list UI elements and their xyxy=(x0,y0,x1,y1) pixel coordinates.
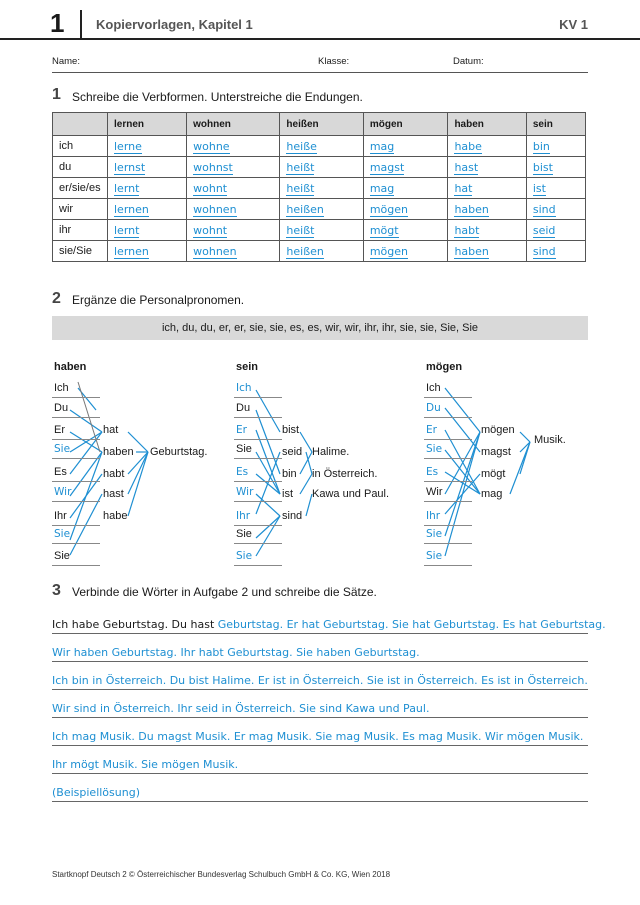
verb-word: mögt xyxy=(481,468,506,480)
pronoun-cell: ihr xyxy=(53,220,108,241)
verb-form: bist xyxy=(532,160,553,174)
answer-line xyxy=(234,439,282,440)
connector-line xyxy=(445,432,480,556)
answer-line xyxy=(234,481,282,482)
verb-word: hast xyxy=(103,488,124,500)
sentence-text: Ihr mögt Musik. Sie mögen Musik. xyxy=(52,758,239,771)
pronoun-blank[interactable]: Er xyxy=(236,424,247,436)
pronoun-blank[interactable]: Sie xyxy=(236,443,252,455)
answer-line xyxy=(234,397,282,398)
sentence-text: Ich bin in Österreich. Du bist Halime. Er ist in Österreich. Sie ist in Österreich. Es ist in Österreich. xyxy=(52,674,588,687)
verb-word: habe xyxy=(103,510,128,522)
pronoun-blank[interactable]: Ich xyxy=(426,382,441,394)
pronoun-blank[interactable]: Sie xyxy=(54,550,70,562)
header-cell: lernen xyxy=(108,113,187,136)
pronoun-blank[interactable]: Er xyxy=(426,424,437,436)
connector-line xyxy=(445,388,480,432)
answer-line xyxy=(424,439,472,440)
verb-form: lernen xyxy=(114,202,149,216)
verb-form: mögen xyxy=(369,244,409,258)
pronoun-blank[interactable]: Sie xyxy=(54,443,71,455)
answer-line xyxy=(52,481,100,482)
group-title: sein xyxy=(236,361,259,373)
connector-line xyxy=(445,408,480,452)
pronoun-blank[interactable]: Ihr xyxy=(426,510,441,522)
worksheet-code: KV 1 xyxy=(559,17,588,32)
pronoun-blank[interactable]: Sie xyxy=(426,443,443,455)
pronoun-cell: du xyxy=(53,157,108,178)
answer-line xyxy=(52,439,100,440)
verb-form: bin xyxy=(532,139,550,153)
verb-form: wohne xyxy=(193,139,230,153)
verb-form: hat xyxy=(454,181,473,195)
sentence-answer[interactable] xyxy=(52,758,238,771)
answer-line xyxy=(234,565,282,566)
pronoun-blank[interactable]: Sie xyxy=(236,528,252,540)
verb-form: heißt xyxy=(286,160,315,174)
verb-form: magst xyxy=(369,160,405,174)
group-title: haben xyxy=(54,361,87,373)
writing-line xyxy=(52,745,588,746)
answer-line xyxy=(52,417,100,418)
answer-line xyxy=(234,458,282,459)
pronoun-blank[interactable]: Es xyxy=(54,466,67,478)
pronoun-blank[interactable]: Ich xyxy=(236,382,252,394)
pronoun-blank[interactable]: Sie xyxy=(426,528,443,540)
chapter-number: 1 xyxy=(50,8,65,38)
pronoun-blank[interactable]: Er xyxy=(54,424,65,436)
writing-line xyxy=(52,773,588,774)
answer-line xyxy=(424,501,472,502)
sentence-answer[interactable] xyxy=(52,702,429,715)
answer-line xyxy=(52,565,100,566)
answer-line xyxy=(234,525,282,526)
verb-form: heiße xyxy=(286,139,317,153)
verb-form: wohnst xyxy=(193,160,233,174)
pronoun-blank[interactable]: Ich xyxy=(54,382,69,394)
task1-instruction: Schreibe die Verbformen. Unterstreiche die Endungen. xyxy=(72,90,363,104)
pronoun-blank[interactable]: Es xyxy=(426,466,439,478)
connector-line xyxy=(510,442,530,494)
pronoun-blank[interactable]: Du xyxy=(426,402,441,414)
task2-number: 2 xyxy=(52,290,61,307)
writing-line xyxy=(52,633,588,634)
verb-form: mag xyxy=(369,181,395,195)
verb-word: magst xyxy=(481,446,511,458)
pronoun-cell: sie/Sie xyxy=(53,241,108,262)
verb-form: heißen xyxy=(286,202,324,216)
verb-form: hast xyxy=(454,160,479,174)
task3-number: 3 xyxy=(52,582,61,599)
answer-line xyxy=(234,417,282,418)
connector-line xyxy=(128,452,148,494)
connector-line xyxy=(70,410,102,432)
verb-form: heißt xyxy=(286,181,315,195)
pronoun-blank[interactable]: Ihr xyxy=(54,510,67,522)
pronoun-blank[interactable]: Sie xyxy=(54,528,71,540)
writing-line xyxy=(52,661,588,662)
verb-word: bist xyxy=(282,424,300,436)
verb-form: habe xyxy=(454,139,482,153)
connector-line xyxy=(300,474,312,494)
sentence-answer[interactable] xyxy=(52,646,420,659)
verb-word: mag xyxy=(481,488,503,500)
pronoun-blank[interactable]: Sie xyxy=(426,550,443,562)
pronoun-blank[interactable]: Sie xyxy=(236,550,253,562)
pronoun-blank[interactable]: Du xyxy=(54,402,69,414)
writing-line xyxy=(52,717,588,718)
verb-form: haben xyxy=(454,244,489,258)
pronoun-blank[interactable]: Wir xyxy=(426,486,443,498)
sentence-text: Wir haben Geburtstag. Ihr habt Geburtstag. Sie haben Geburtstag. xyxy=(52,646,420,659)
verb-word: habt xyxy=(103,468,125,480)
pronoun-blank[interactable]: Wir xyxy=(54,486,72,498)
pronoun-blank[interactable]: Wir xyxy=(236,486,254,498)
verb-form: lerne xyxy=(114,139,142,153)
verb-word: bin xyxy=(282,468,297,480)
verb-word: seid xyxy=(282,446,303,458)
verb-form: ist xyxy=(532,181,546,195)
header-cell: wohnen xyxy=(187,113,280,136)
answer-line xyxy=(424,481,472,482)
example-sentence: Ich habe Geburtstag. Du hast xyxy=(52,618,215,631)
pronoun-cell: wir xyxy=(53,199,108,220)
connector-line xyxy=(520,432,530,442)
header-cell: sein xyxy=(526,113,585,136)
connector-line xyxy=(256,516,280,538)
verb-word: haben xyxy=(103,446,134,458)
klasse-label: Klasse: xyxy=(318,56,350,67)
pronoun-cell: er/sie/es xyxy=(53,178,108,199)
header-cell: haben xyxy=(448,113,526,136)
header-title: Kopiervorlagen, Kapitel 1 xyxy=(96,17,253,32)
pronoun-blank[interactable]: Es xyxy=(236,466,249,478)
connector-line xyxy=(445,450,480,494)
sentence-text: Ich mag Musik. Du magst Musik. Er mag Musik. Sie mag Musik. Es mag Musik. Wir mögen Musik. xyxy=(52,730,584,743)
verb-word: ist xyxy=(282,488,293,500)
writing-line xyxy=(52,801,588,802)
sentence-text: Geburtstag. Er hat Geburtstag. Sie hat Geburtstag. Es hat Geburtstag. xyxy=(217,618,606,631)
task1-number: 1 xyxy=(52,86,61,103)
answer-line xyxy=(234,501,282,502)
sentence-answer[interactable] xyxy=(52,618,606,631)
verb-word: mögen xyxy=(481,424,515,436)
header-cell: mögen xyxy=(363,113,448,136)
verb-form: mögt xyxy=(369,223,399,237)
answer-line xyxy=(424,525,472,526)
answer-line xyxy=(52,458,100,459)
sentence-ending: Kawa und Paul. xyxy=(312,488,390,500)
footer-copyright: Startknopf Deutsch 2 © Österreichischer Bundesverlag Schulbuch GmbH & Co. KG, Wien 2018 xyxy=(52,870,391,879)
pronoun-cell: ich xyxy=(53,136,108,157)
sentence-ending: Halime. xyxy=(312,446,350,458)
task3-instruction: Verbinde die Wörter in Aufgabe 2 und schreibe die Sätze. xyxy=(72,585,377,599)
answer-line xyxy=(52,543,100,544)
pronoun-blank[interactable]: Du xyxy=(236,402,251,414)
answer-line xyxy=(424,397,472,398)
verb-word: sind xyxy=(282,510,303,522)
verb-form: heißen xyxy=(286,244,324,258)
header-cell: heißen xyxy=(280,113,363,136)
answer-line xyxy=(424,417,472,418)
sentence-answer[interactable] xyxy=(52,786,140,799)
verb-word: hat xyxy=(103,424,119,436)
writing-line xyxy=(52,689,588,690)
verb-form: lernst xyxy=(114,160,146,174)
connector-line xyxy=(70,452,102,540)
sentence-ending: Geburtstag. xyxy=(150,446,208,458)
sentence-answer[interactable] xyxy=(52,730,583,743)
sentence-text: (Beispiellösung) xyxy=(52,786,140,799)
connector-line xyxy=(256,516,280,556)
name-label: Name: xyxy=(52,56,80,67)
verb-form: lernt xyxy=(114,181,140,195)
verb-form: sind xyxy=(532,244,556,258)
answer-line xyxy=(52,525,100,526)
pronoun-box: ich, du, du, er, er, sie, sie, es, es, wir, wir, ihr, ihr, sie, sie, Sie, Sie xyxy=(52,316,588,340)
sentence-ending: Musik. xyxy=(534,434,566,446)
answer-line xyxy=(424,543,472,544)
connector-line xyxy=(256,410,280,474)
verb-form: wohnt xyxy=(193,181,228,195)
verb-form: mögen xyxy=(369,202,409,216)
group-title: mögen xyxy=(426,361,463,373)
verb-form: lernt xyxy=(114,223,140,237)
answer-line xyxy=(234,543,282,544)
verb-form: habt xyxy=(454,223,480,237)
answer-line xyxy=(424,458,472,459)
verb-form: wohnt xyxy=(193,223,228,237)
verb-form: seid xyxy=(532,223,556,237)
sentence-ending: in Österreich. xyxy=(312,468,378,480)
task2-instruction: Ergänze die Personalpronomen. xyxy=(72,293,245,307)
verb-form: haben xyxy=(454,202,489,216)
answer-line xyxy=(52,397,100,398)
verb-form: wohnen xyxy=(193,202,237,216)
verb-form: heißt xyxy=(286,223,315,237)
sentence-text: Wir sind in Österreich. Ihr seid in Österreich. Sie sind Kawa und Paul. xyxy=(52,702,430,715)
verb-form: sind xyxy=(532,202,556,216)
verb-form: wohnen xyxy=(193,244,237,258)
sentence-answer[interactable] xyxy=(52,674,588,687)
answer-line xyxy=(424,565,472,566)
verb-form: mag xyxy=(369,139,395,153)
answer-line xyxy=(52,501,100,502)
datum-label: Datum: xyxy=(453,56,484,67)
verb-form: lernen xyxy=(114,244,149,258)
connector-line xyxy=(128,452,148,516)
pronoun-blank[interactable]: Ihr xyxy=(236,510,251,522)
